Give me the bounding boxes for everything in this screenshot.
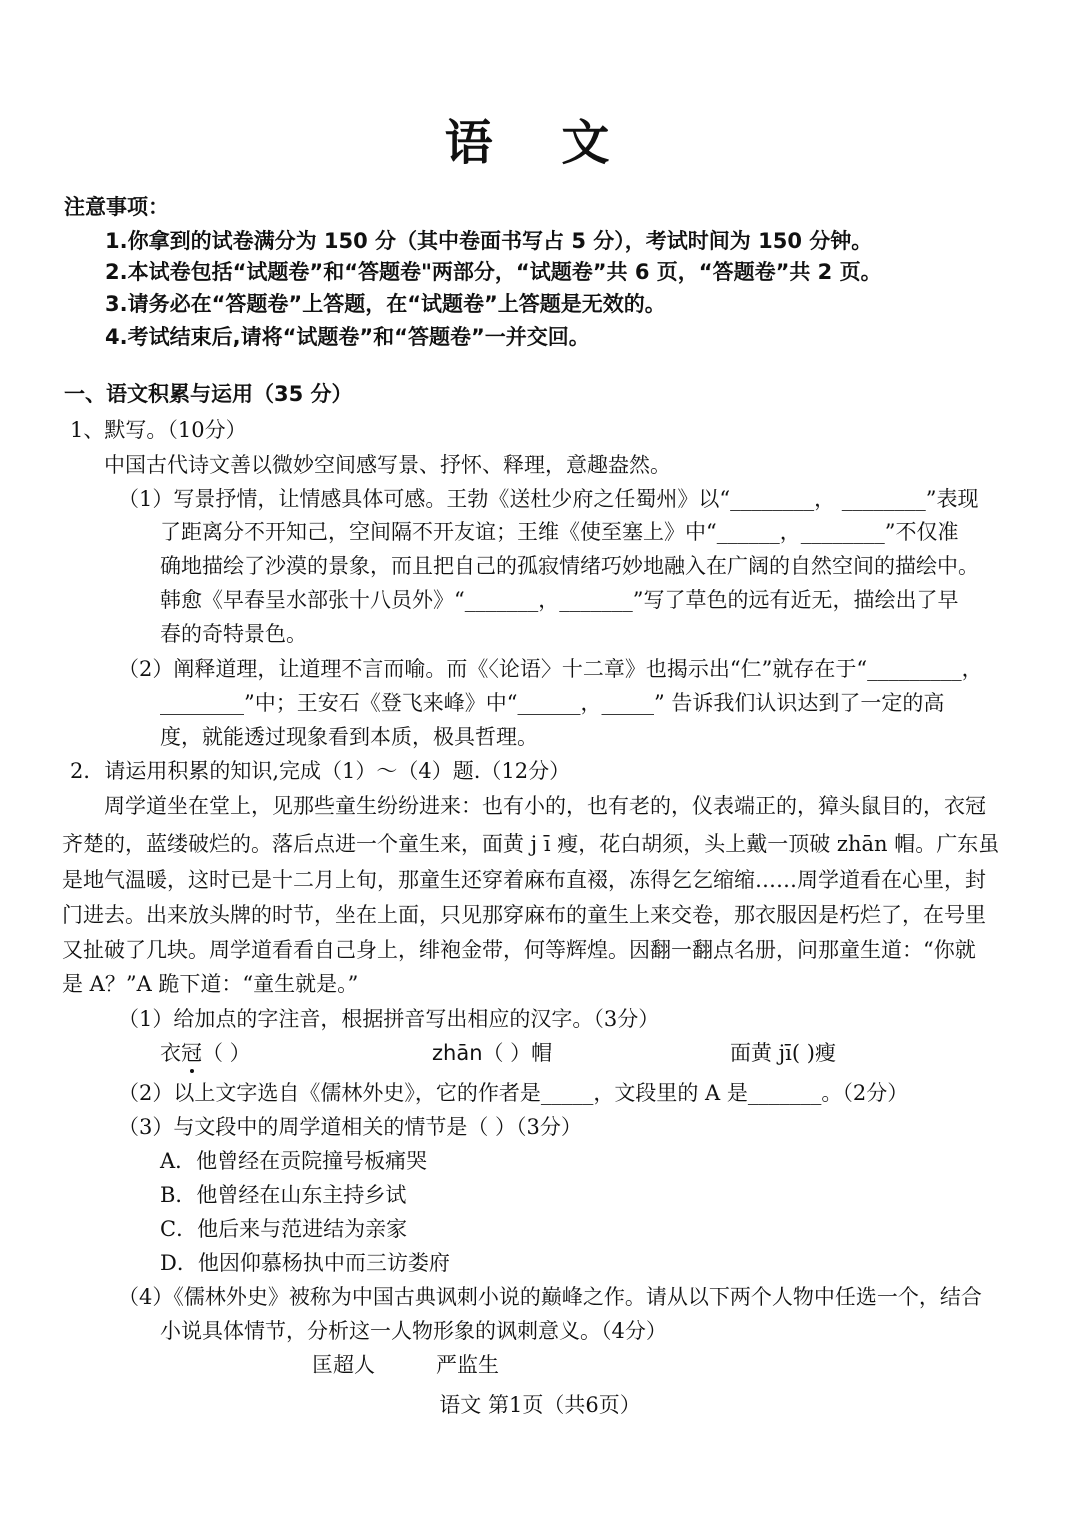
item-a-pre: 衣 (160, 1041, 181, 1065)
question-1-intro: 中国古代诗文善以微妙空间感写景、抒怀、释理，意趣盎然。 (104, 453, 671, 477)
q1-part2-line: ________”中；王安石《登飞来峰》中“______，_____” 告诉我们认识达到了一定的高 (160, 691, 945, 715)
q2-sub1-item-a (160, 1039, 251, 1067)
notice-item: 3.请务必在“答题卷”上答题，在“试题卷”上答题是无效的。 (105, 292, 666, 316)
character-option-b: 严监生 (436, 1353, 499, 1377)
passage-line: 齐楚的，蓝缕破烂的。落后点进一个童生来，面黄 j ī 瘦，花白胡须，头上戴一顶破 zhān 帽。广东虽 (62, 832, 1000, 856)
passage-line: 是 A？”A 跪下道：“童生就是。” (62, 972, 359, 996)
q1-part1-line: 韩愈《早春呈水部张十八员外》“_______，_______”写了草色的远有近无，描绘出了早 (160, 588, 959, 612)
option-d: D．他因仰慕杨执中而三访娄府 (160, 1251, 450, 1275)
page-title: 语 文 (444, 115, 636, 171)
question-2-label: 2．请运用积累的知识,完成（1）～（4）题.（12分） (70, 759, 571, 783)
page-footer: 语文 第1页（共6页） (439, 1393, 641, 1417)
q2-sub4-line: 小说具体情节，分析这一人物形象的讽刺意义。（4分） (160, 1319, 667, 1343)
q2-sub1-text: （1）给加点的字注音，根据拼音写出相应的汉字。（3分） (118, 1007, 660, 1031)
option-b: B．他曾经在山东主持乡试 (160, 1183, 407, 1207)
passage-line: 周学道坐在堂上，见那些童生纷纷进来：也有小的，也有老的，仪表端正的，獐头鼠目的，衣冠 (104, 794, 986, 818)
item-a-post: （ ） (202, 1041, 251, 1065)
passage-line: 又扯破了几块。周学道看看自己身上，绯袍金带，何等辉煌。因翻一翻点名册，问那童生道：“你就 (62, 938, 976, 962)
section-heading: 一、语文积累与运用（35 分） (64, 382, 353, 406)
q1-part1-line: 春的奇特景色。 (160, 622, 307, 646)
q1-part2-line: 度，就能透过现象看到本质，极具哲理。 (160, 725, 538, 749)
q2-sub4-line: （4）《儒林外史》被称为中国古典讽刺小说的巅峰之作。请从以下两个人物中任选一个，结合 (118, 1285, 982, 1309)
q1-part1-line: 了距离分不开知己，空间隔不开友谊；王维《使至塞上》中“______，________”不仅准 (160, 520, 959, 544)
dotted-char: 冠 (181, 1041, 202, 1065)
notice-item: 4.考试结束后,请将“试题卷”和“答题卷”一并交回。 (105, 325, 590, 349)
notice-heading: 注意事项： (64, 195, 169, 219)
q2-sub3-text: （3）与文段中的周学道相关的情节是（ ）（3分） (118, 1115, 582, 1139)
passage-line: 门进去。出来放头牌的时节，坐在上面，只见那穿麻布的童生上来交卷，那衣服因是朽烂了，在号里 (62, 903, 986, 927)
q1-part2-line: （2）阐释道理，让道理不言而喻。而《〈论语〉十二章》也揭示出“仁”就存在于“_________， (118, 657, 983, 681)
character-option-a: 匡超人 (312, 1353, 375, 1377)
q1-part1-line: 确地描绘了沙漠的景象，而且把自己的孤寂情绪巧妙地融入在广阔的自然空间的描绘中。 (160, 554, 979, 578)
q2-sub2-text: （2）以上文字选自《儒林外史》，它的作者是_____，文段里的 A 是_______。（2分） (118, 1081, 909, 1105)
passage-line: 是地气温暖，这时已是十二月上旬，那童生还穿着麻布直裰，冻得乞乞缩缩……周学道看在心里，封 (62, 868, 986, 892)
notice-item: 1.你拿到的试卷满分为 150 分（其中卷面书写占 5 分），考试时间为 150 分钟。 (105, 229, 873, 253)
q2-sub1-item-b: zhān（ ）帽 (432, 1041, 553, 1065)
option-c: C．他后来与范进结为亲家 (160, 1217, 408, 1241)
notice-item: 2.本试卷包括“试题卷”和“答题卷"两部分，“试题卷”共 6 页，“答题卷”共 2 页。 (105, 260, 882, 284)
q1-part1-line: （1）写景抒情，让情感具体可感。王勃《送杜少府之任蜀州》以“________， ________”表现 (118, 487, 979, 511)
q2-sub1-item-c: 面黄 jī( )瘦 (730, 1041, 836, 1065)
option-a: A．他曾经在贡院撞号板痛哭 (160, 1149, 428, 1173)
question-1-label: 1、默写。（10分） (70, 418, 247, 442)
